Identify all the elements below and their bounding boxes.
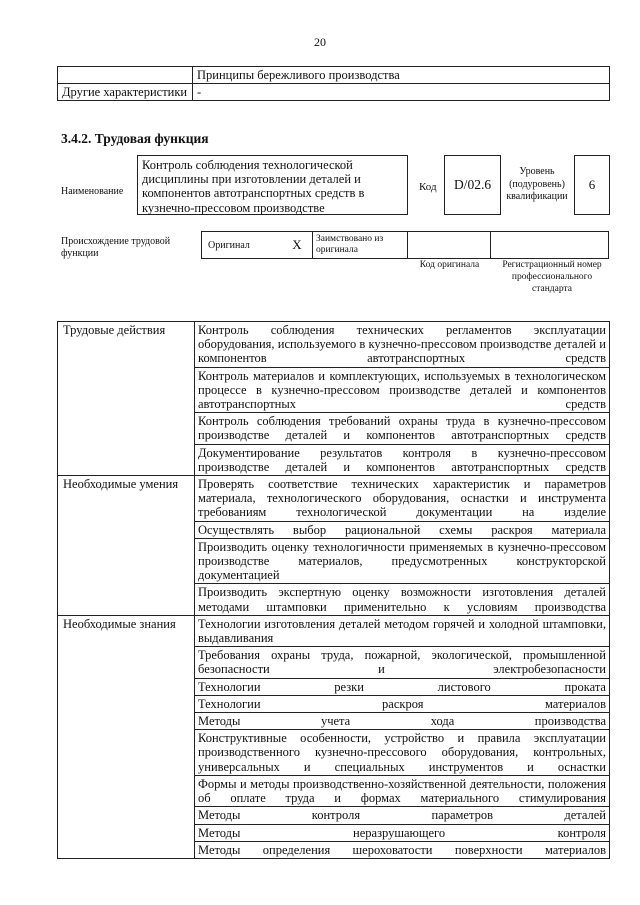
table-cell-empty [58, 67, 193, 84]
registration-number-caption: Регистрационный номер профессионального стандарта [502, 260, 602, 294]
section-item: Методы неразрушающего контроля [195, 824, 610, 841]
section-item: Требования охраны труда, пожарной, экологической, промышленной безопасности и электробезопасности [195, 647, 610, 678]
section-title: 3.4.2. Трудовая функция [61, 131, 209, 146]
table-cell-label: Другие характеристики [58, 84, 193, 101]
borrowed-label: Заимствовано из оригинала [312, 232, 407, 258]
section-item: Осуществлять выбор рациональной схемы раскроя материала [195, 521, 610, 538]
table-cell-value: - [193, 84, 610, 101]
origin-label: Происхождение трудовой функции [61, 236, 171, 259]
original-mark: X [292, 237, 302, 252]
table-cell-value: Принципы бережливого производства [193, 67, 610, 84]
section-item: Производить оценку технологичности применяемых в кузнечно-прессовом производстве материалов, предусмотренных конструкторской документацией [195, 538, 610, 584]
section-category: Необходимые умения [58, 476, 195, 616]
page-number: 20 [314, 35, 326, 49]
section-item: Технологии изготовления деталей методом горячей и холодной штамповки, выдавливания [195, 615, 610, 646]
table-row [58, 67, 610, 84]
origin-row [201, 231, 609, 259]
section-category: Необходимые знания [58, 615, 195, 858]
code-label: Код [419, 181, 437, 193]
section-item: Проверять соответствие технических характеристик и параметров материала, технологического оборудования, оснастки и инструмента требованиям технологической документации на изделие [195, 476, 610, 522]
original-code-cell [407, 232, 490, 258]
section-item: Конструктивные особенности, устройство и правила эксплуатации производственного кузнечно-прессового оборудования, контрольных, универсальных и специальных инструментов и оснастки [195, 730, 610, 776]
table-row [58, 84, 610, 101]
section-item: Методы определения шероховатости поверхности материалов [195, 841, 610, 858]
name-value-box: Контроль соблюдения технологической дисциплины при изготовлении деталей и компонентов автотранспортных средств в кузнечно-прессовом производстве [137, 155, 408, 215]
name-label: Наименование [61, 186, 124, 197]
labor-function-table [57, 321, 610, 859]
section-item: Формы и методы производственно-хозяйственной деятельности, положения об оплате труда и формах материального стимулирования [195, 775, 610, 806]
level-value-box: 6 [574, 155, 610, 215]
code-value-box: D/02.6 [444, 155, 501, 215]
section-item: Технологии раскроя материалов [195, 695, 610, 712]
level-label: Уровень (подуровень) квалификации [506, 166, 568, 202]
table-row [58, 615, 610, 646]
section-item: Контроль соблюдения технических регламентов эксплуатации оборудования, используемого в кузнечно-прессовом производстве деталей и компонентов автотранспортных средств [195, 322, 610, 368]
original-code-caption: Код оригинала [419, 260, 480, 270]
original-label: Оригинал [208, 239, 250, 251]
section-item: Производить экспертную оценку возможности изготовления деталей методами штамповки применительно к условиям производства [195, 584, 610, 615]
section-item: Контроль материалов и комплектующих, используемых в технологическом процессе в кузнечно-прессовом производстве деталей и компонентов автотранспортных средств [195, 367, 610, 413]
other-characteristics-table [57, 66, 610, 101]
section-item: Методы учета хода производства [195, 713, 610, 730]
section-item: Технологии резки листового проката [195, 678, 610, 695]
registration-number-cell [490, 232, 608, 258]
section-item: Документирование результатов контроля в кузнечно-прессовом производстве деталей и компонентов автотранспортных средств [195, 444, 610, 475]
table-row [58, 476, 610, 522]
table-row [58, 322, 610, 368]
section-item: Методы контроля параметров деталей [195, 807, 610, 824]
section-category: Трудовые действия [58, 322, 195, 476]
section-item: Контроль соблюдения требований охраны труда в кузнечно-прессовом производстве деталей и компонентов автотранспортных средств [195, 413, 610, 444]
